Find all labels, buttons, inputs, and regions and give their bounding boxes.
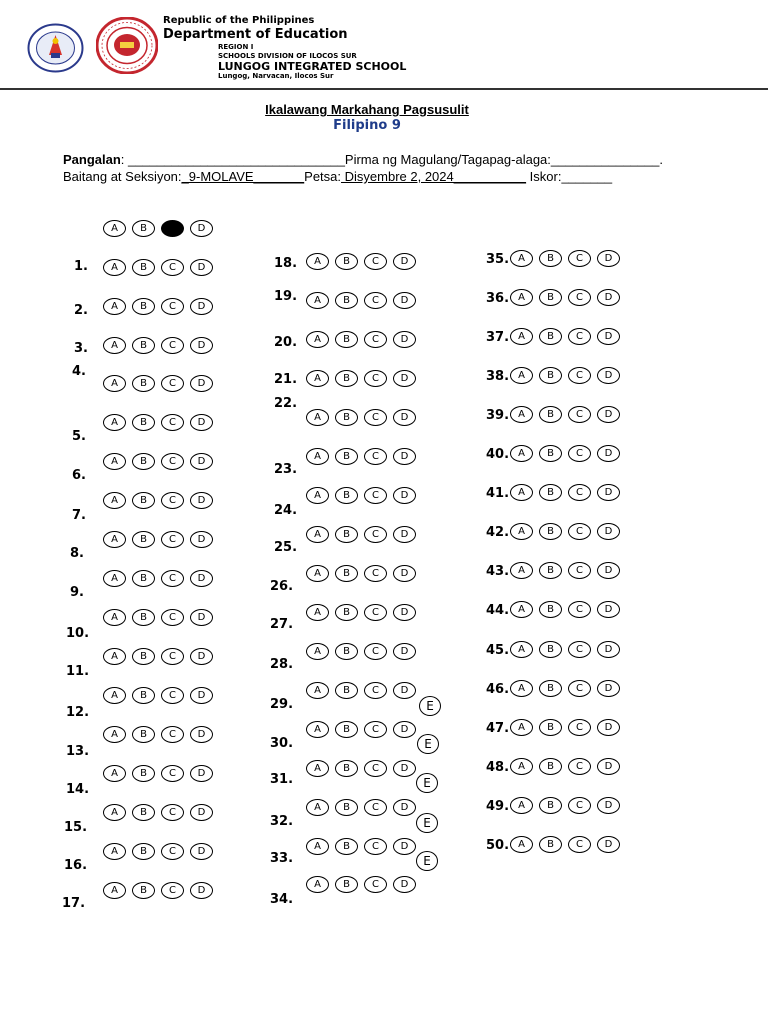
question-15-bubble-b[interactable]: B — [132, 804, 155, 821]
question-34-bubble-c[interactable]: C — [364, 876, 387, 893]
question-10-number: 10. — [66, 626, 90, 641]
question-13-bubble-b[interactable]: B — [132, 726, 155, 743]
question-26-bubble-a[interactable]: A — [306, 565, 329, 582]
question-28-bubble-d[interactable]: D — [393, 643, 416, 660]
question-4-bubble-a[interactable]: A — [103, 375, 126, 392]
question-10-bubble-a[interactable]: A — [103, 609, 126, 626]
question-17-bubble-c[interactable]: C — [161, 882, 184, 899]
question-2-bubble-c[interactable]: C — [161, 298, 184, 315]
question-38-bubble-c[interactable]: C — [568, 367, 591, 384]
question-20-bubble-c[interactable]: C — [364, 331, 387, 348]
question-3-bubble-a[interactable]: A — [103, 337, 126, 354]
question-11-bubble-d[interactable]: D — [190, 648, 213, 665]
question-22-number: 22. — [274, 396, 298, 411]
question-13-bubble-a[interactable]: A — [103, 726, 126, 743]
question-31-bubble-d[interactable]: D — [393, 760, 416, 777]
question-16-bubble-b[interactable]: B — [132, 843, 155, 860]
question-29-bubble-d[interactable]: D — [393, 682, 416, 699]
question-27-number: 27. — [270, 617, 294, 632]
question-34-bubble-d[interactable]: D — [393, 876, 416, 893]
question-25-bubble-a[interactable]: A — [306, 526, 329, 543]
question-15-bubble-d[interactable]: D — [190, 804, 213, 821]
question-30-bubble-d[interactable]: D — [393, 721, 416, 738]
question-10-bubble-d[interactable]: D — [190, 609, 213, 626]
question-28-bubble-c[interactable]: C — [364, 643, 387, 660]
question-29-bubble-b[interactable]: B — [335, 682, 358, 699]
question-29-bubble-e[interactable]: E — [419, 696, 441, 716]
question-12-number: 12. — [66, 705, 90, 720]
question-32-bubble-c[interactable]: C — [364, 799, 387, 816]
question-44-bubble-c[interactable]: C — [568, 601, 591, 618]
question-32-bubble-b[interactable]: B — [335, 799, 358, 816]
question-33-number: 33. — [270, 851, 294, 866]
question-10-bubble-c[interactable]: C — [161, 609, 184, 626]
question-21-number: 21. — [274, 372, 298, 387]
question-7-bubble-a[interactable]: A — [103, 492, 126, 509]
question-9-number: 9. — [70, 585, 84, 600]
question-28-bubble-a[interactable]: A — [306, 643, 329, 660]
question-6-bubble-b[interactable]: B — [132, 453, 155, 470]
question-39-number: 39. — [486, 408, 510, 423]
question-39-bubble-b[interactable]: B — [539, 406, 562, 423]
question-24-bubble-b[interactable]: B — [335, 487, 358, 504]
question-24-bubble-c[interactable]: C — [364, 487, 387, 504]
question-19-bubble-c[interactable]: C — [364, 292, 387, 309]
question-2-number: 2. — [74, 303, 88, 318]
question-9-bubble-b[interactable]: B — [132, 570, 155, 587]
question-20-bubble-b[interactable]: B — [335, 331, 358, 348]
question-6-bubble-c[interactable]: C — [161, 453, 184, 470]
question-26-number: 26. — [270, 579, 294, 594]
question-35-bubble-a[interactable]: A — [510, 250, 533, 267]
question-49-bubble-b[interactable]: B — [539, 797, 562, 814]
question-44-number: 44. — [486, 603, 510, 618]
question-39-bubble-d[interactable]: D — [597, 406, 620, 423]
question-32-bubble-e[interactable]: E — [416, 813, 438, 833]
question-23-bubble-b[interactable]: B — [335, 448, 358, 465]
question-29-bubble-c[interactable]: C — [364, 682, 387, 699]
question-37-bubble-a[interactable]: A — [510, 328, 533, 345]
question-5-bubble-c[interactable]: C — [161, 414, 184, 431]
question-17-bubble-a[interactable]: A — [103, 882, 126, 899]
question-10-bubble-b[interactable]: B — [132, 609, 155, 626]
question-8-bubble-a[interactable]: A — [103, 531, 126, 548]
question-47-bubble-c[interactable]: C — [568, 719, 591, 736]
question-33-bubble-a[interactable]: A — [306, 838, 329, 855]
question-29-number: 29. — [270, 697, 294, 712]
question-23-number: 23. — [274, 462, 298, 477]
question-12-bubble-a[interactable]: A — [103, 687, 126, 704]
question-3-bubble-d[interactable]: D — [190, 337, 213, 354]
question-28-number: 28. — [270, 657, 294, 672]
date-label: Petsa: — [304, 169, 342, 184]
question-7-bubble-b[interactable]: B — [132, 492, 155, 509]
score-label: Iskor: — [526, 169, 562, 184]
question-35-bubble-c[interactable]: C — [568, 250, 591, 267]
question-46-bubble-b[interactable]: B — [539, 680, 562, 697]
question-45-bubble-d[interactable]: D — [597, 641, 620, 658]
question-20-bubble-d[interactable]: D — [393, 331, 416, 348]
question-26-bubble-d[interactable]: D — [393, 565, 416, 582]
question-36-bubble-c[interactable]: C — [568, 289, 591, 306]
question-9-bubble-c[interactable]: C — [161, 570, 184, 587]
sample-row-bubble-a[interactable]: A — [103, 220, 126, 237]
question-5-number: 5. — [72, 429, 86, 444]
question-5-bubble-b[interactable]: B — [132, 414, 155, 431]
question-29-bubble-a[interactable]: A — [306, 682, 329, 699]
question-18-bubble-d[interactable]: D — [393, 253, 416, 270]
question-32-bubble-d[interactable]: D — [393, 799, 416, 816]
question-18-bubble-a[interactable]: A — [306, 253, 329, 270]
question-30-bubble-c[interactable]: C — [364, 721, 387, 738]
question-41-bubble-a[interactable]: A — [510, 484, 533, 501]
question-14-bubble-a[interactable]: A — [103, 765, 126, 782]
grade-value[interactable]: _9-MOLAVE_______ — [181, 169, 305, 184]
question-25-bubble-c[interactable]: C — [364, 526, 387, 543]
question-5-bubble-a[interactable]: A — [103, 414, 126, 431]
question-32-bubble-a[interactable]: A — [306, 799, 329, 816]
header-address: Lungog, Narvacan, Ilocos Sur — [218, 72, 334, 80]
question-1-bubble-b[interactable]: B — [132, 259, 155, 276]
question-7-bubble-d[interactable]: D — [190, 492, 213, 509]
question-46-bubble-d[interactable]: D — [597, 680, 620, 697]
question-35-number: 35. — [486, 252, 510, 267]
question-19-bubble-b[interactable]: B — [335, 292, 358, 309]
question-31-bubble-b[interactable]: B — [335, 760, 358, 777]
question-19-bubble-d[interactable]: D — [393, 292, 416, 309]
question-33-bubble-d[interactable]: D — [393, 838, 416, 855]
question-38-bubble-a[interactable]: A — [510, 367, 533, 384]
parent-signature-label: Pirma ng Magulang/Tagapag-alaga: — [344, 152, 551, 167]
question-34-bubble-a[interactable]: A — [306, 876, 329, 893]
question-45-number: 45. — [486, 643, 510, 658]
question-24-bubble-a[interactable]: A — [306, 487, 329, 504]
question-32-number: 32. — [270, 814, 294, 829]
question-46-bubble-c[interactable]: C — [568, 680, 591, 697]
question-48-bubble-a[interactable]: A — [510, 758, 533, 775]
question-21-bubble-c[interactable]: C — [364, 370, 387, 387]
question-8-bubble-c[interactable]: C — [161, 531, 184, 548]
question-1-bubble-d[interactable]: D — [190, 259, 213, 276]
question-50-bubble-a[interactable]: A — [510, 836, 533, 853]
question-7-number: 7. — [72, 508, 86, 523]
question-8-number: 8. — [70, 546, 84, 561]
question-48-bubble-d[interactable]: D — [597, 758, 620, 775]
question-34-bubble-b[interactable]: B — [335, 876, 358, 893]
question-50-number: 50. — [486, 838, 510, 853]
question-19-bubble-a[interactable]: A — [306, 292, 329, 309]
question-13-bubble-d[interactable]: D — [190, 726, 213, 743]
question-13-bubble-c[interactable]: C — [161, 726, 184, 743]
question-23-bubble-c[interactable]: C — [364, 448, 387, 465]
question-46-number: 46. — [486, 682, 510, 697]
question-37-bubble-d[interactable]: D — [597, 328, 620, 345]
question-47-number: 47. — [486, 721, 510, 736]
question-18-bubble-b[interactable]: B — [335, 253, 358, 270]
question-31-bubble-a[interactable]: A — [306, 760, 329, 777]
name-label: Pangalan — [63, 152, 121, 167]
question-22-bubble-b[interactable]: B — [335, 409, 358, 426]
question-38-number: 38. — [486, 369, 510, 384]
date-value[interactable]: Disyembre 2, 2024__________ — [341, 169, 527, 184]
question-7-bubble-c[interactable]: C — [161, 492, 184, 509]
question-38-bubble-d[interactable]: D — [597, 367, 620, 384]
question-15-bubble-a[interactable]: A — [103, 804, 126, 821]
question-40-bubble-a[interactable]: A — [510, 445, 533, 462]
question-3-number: 3. — [74, 341, 88, 356]
question-50-bubble-d[interactable]: D — [597, 836, 620, 853]
question-14-number: 14. — [66, 782, 90, 797]
question-37-bubble-c[interactable]: C — [568, 328, 591, 345]
question-27-bubble-a[interactable]: A — [306, 604, 329, 621]
question-48-bubble-c[interactable]: C — [568, 758, 591, 775]
question-42-bubble-a[interactable]: A — [510, 523, 533, 540]
question-12-bubble-c[interactable]: C — [161, 687, 184, 704]
question-13-number: 13. — [66, 744, 90, 759]
header-division: SCHOOLS DIVISION OF ILOCOS SUR — [218, 52, 357, 60]
question-21-bubble-d[interactable]: D — [393, 370, 416, 387]
header-region: REGION I — [218, 43, 254, 51]
question-40-bubble-c[interactable]: C — [568, 445, 591, 462]
question-12-bubble-d[interactable]: D — [190, 687, 213, 704]
question-24-number: 24. — [274, 503, 298, 518]
header-department: Department of Education — [163, 27, 348, 42]
question-17-bubble-b[interactable]: B — [132, 882, 155, 899]
question-8-bubble-b[interactable]: B — [132, 531, 155, 548]
question-22-bubble-d[interactable]: D — [393, 409, 416, 426]
parent-signature-line[interactable]: _______________. — [550, 152, 663, 167]
question-14-bubble-d[interactable]: D — [190, 765, 213, 782]
question-31-bubble-e[interactable]: E — [416, 773, 438, 793]
question-41-bubble-d[interactable]: D — [597, 484, 620, 501]
question-44-bubble-b[interactable]: B — [539, 601, 562, 618]
deped-seal-logo — [27, 23, 84, 73]
name-line[interactable]: : ______________________________ — [120, 152, 345, 167]
question-45-bubble-b[interactable]: B — [539, 641, 562, 658]
question-50-bubble-b[interactable]: B — [539, 836, 562, 853]
question-33-bubble-e[interactable]: E — [416, 851, 438, 871]
question-12-bubble-b[interactable]: B — [132, 687, 155, 704]
question-6-bubble-a[interactable]: A — [103, 453, 126, 470]
question-37-bubble-b[interactable]: B — [539, 328, 562, 345]
question-11-bubble-a[interactable]: A — [103, 648, 126, 665]
question-37-number: 37. — [486, 330, 510, 345]
question-42-bubble-d[interactable]: D — [597, 523, 620, 540]
question-16-number: 16. — [64, 858, 88, 873]
question-3-bubble-b[interactable]: B — [132, 337, 155, 354]
question-15-number: 15. — [64, 820, 88, 835]
question-31-number: 31. — [270, 772, 294, 787]
question-16-bubble-c[interactable]: C — [161, 843, 184, 860]
question-4-bubble-d[interactable]: D — [190, 375, 213, 392]
question-23-bubble-a[interactable]: A — [306, 448, 329, 465]
question-1-bubble-a[interactable]: A — [103, 259, 126, 276]
question-49-bubble-c[interactable]: C — [568, 797, 591, 814]
question-44-bubble-a[interactable]: A — [510, 601, 533, 618]
question-1-number: 1. — [74, 259, 88, 274]
question-26-bubble-b[interactable]: B — [335, 565, 358, 582]
question-4-bubble-b[interactable]: B — [132, 375, 155, 392]
question-43-number: 43. — [486, 564, 510, 579]
question-36-number: 36. — [486, 291, 510, 306]
question-41-bubble-b[interactable]: B — [539, 484, 562, 501]
question-11-number: 11. — [66, 664, 90, 679]
question-42-bubble-b[interactable]: B — [539, 523, 562, 540]
grade-row — [63, 169, 612, 184]
question-15-bubble-c[interactable]: C — [161, 804, 184, 821]
question-36-bubble-b[interactable]: B — [539, 289, 562, 306]
question-49-bubble-a[interactable]: A — [510, 797, 533, 814]
question-20-number: 20. — [274, 335, 298, 350]
question-39-bubble-a[interactable]: A — [510, 406, 533, 423]
exam-title: Ikalawang Markahang Pagsusulit — [265, 102, 469, 117]
sample-row-bubble-c[interactable] — [161, 220, 184, 237]
question-41-bubble-c[interactable]: C — [568, 484, 591, 501]
question-18-number: 18. — [274, 256, 298, 271]
question-19-number: 19. — [274, 289, 298, 304]
question-5-bubble-d[interactable]: D — [190, 414, 213, 431]
question-17-bubble-d[interactable]: D — [190, 882, 213, 899]
question-43-bubble-a[interactable]: A — [510, 562, 533, 579]
question-47-bubble-a[interactable]: A — [510, 719, 533, 736]
question-42-bubble-c[interactable]: C — [568, 523, 591, 540]
score-line[interactable]: _______ — [561, 169, 613, 184]
question-39-bubble-c[interactable]: C — [568, 406, 591, 423]
question-49-number: 49. — [486, 799, 510, 814]
question-22-bubble-c[interactable]: C — [364, 409, 387, 426]
name-row — [63, 152, 663, 167]
question-2-bubble-a[interactable]: A — [103, 298, 126, 315]
question-9-bubble-d[interactable]: D — [190, 570, 213, 587]
question-4-number: 4. — [72, 364, 86, 379]
question-48-number: 48. — [486, 760, 510, 775]
question-11-bubble-b[interactable]: B — [132, 648, 155, 665]
question-6-bubble-d[interactable]: D — [190, 453, 213, 470]
question-40-number: 40. — [486, 447, 510, 462]
grade-label: Baitang at Seksiyon: — [63, 169, 182, 184]
question-42-number: 42. — [486, 525, 510, 540]
question-30-bubble-a[interactable]: A — [306, 721, 329, 738]
question-24-bubble-d[interactable]: D — [393, 487, 416, 504]
header-republic: Republic of the Philippines — [163, 15, 315, 26]
question-9-bubble-a[interactable]: A — [103, 570, 126, 587]
question-41-number: 41. — [486, 486, 510, 501]
question-30-number: 30. — [270, 736, 294, 751]
question-36-bubble-a[interactable]: A — [510, 289, 533, 306]
question-20-bubble-a[interactable]: A — [306, 331, 329, 348]
question-47-bubble-d[interactable]: D — [597, 719, 620, 736]
question-50-bubble-c[interactable]: C — [568, 836, 591, 853]
question-11-bubble-c[interactable]: C — [161, 648, 184, 665]
question-27-bubble-c[interactable]: C — [364, 604, 387, 621]
question-27-bubble-b[interactable]: B — [335, 604, 358, 621]
question-40-bubble-d[interactable]: D — [597, 445, 620, 462]
question-16-bubble-a[interactable]: A — [103, 843, 126, 860]
question-28-bubble-b[interactable]: B — [335, 643, 358, 660]
question-27-bubble-d[interactable]: D — [393, 604, 416, 621]
question-3-bubble-c[interactable]: C — [161, 337, 184, 354]
sample-row-bubble-d[interactable]: D — [190, 220, 213, 237]
question-2-bubble-d[interactable]: D — [190, 298, 213, 315]
question-2-bubble-b[interactable]: B — [132, 298, 155, 315]
question-35-bubble-d[interactable]: D — [597, 250, 620, 267]
question-45-bubble-a[interactable]: A — [510, 641, 533, 658]
question-18-bubble-c[interactable]: C — [364, 253, 387, 270]
question-34-number: 34. — [270, 892, 294, 907]
question-36-bubble-d[interactable]: D — [597, 289, 620, 306]
question-30-bubble-e[interactable]: E — [417, 734, 439, 754]
question-44-bubble-d[interactable]: D — [597, 601, 620, 618]
question-6-number: 6. — [72, 468, 86, 483]
question-14-bubble-b[interactable]: B — [132, 765, 155, 782]
question-48-bubble-b[interactable]: B — [539, 758, 562, 775]
question-16-bubble-d[interactable]: D — [190, 843, 213, 860]
question-45-bubble-c[interactable]: C — [568, 641, 591, 658]
question-49-bubble-d[interactable]: D — [597, 797, 620, 814]
question-21-bubble-b[interactable]: B — [335, 370, 358, 387]
question-21-bubble-a[interactable]: A — [306, 370, 329, 387]
question-25-bubble-d[interactable]: D — [393, 526, 416, 543]
question-31-bubble-c[interactable]: C — [364, 760, 387, 777]
question-43-bubble-d[interactable]: D — [597, 562, 620, 579]
exam-subject: Filipino 9 — [333, 118, 401, 133]
header-school: LUNGOG INTEGRATED SCHOOL — [218, 60, 407, 73]
question-17-number: 17. — [62, 896, 86, 911]
question-22-bubble-a[interactable]: A — [306, 409, 329, 426]
question-33-bubble-b[interactable]: B — [335, 838, 358, 855]
question-33-bubble-c[interactable]: C — [364, 838, 387, 855]
question-26-bubble-c[interactable]: C — [364, 565, 387, 582]
sample-row-bubble-b[interactable]: B — [132, 220, 155, 237]
question-40-bubble-b[interactable]: B — [539, 445, 562, 462]
question-4-bubble-c[interactable]: C — [161, 375, 184, 392]
school-seal-logo — [96, 17, 158, 74]
question-38-bubble-b[interactable]: B — [539, 367, 562, 384]
question-30-bubble-b[interactable]: B — [335, 721, 358, 738]
question-43-bubble-b[interactable]: B — [539, 562, 562, 579]
question-43-bubble-c[interactable]: C — [568, 562, 591, 579]
question-8-bubble-d[interactable]: D — [190, 531, 213, 548]
question-25-bubble-b[interactable]: B — [335, 526, 358, 543]
question-25-number: 25. — [274, 540, 298, 555]
question-46-bubble-a[interactable]: A — [510, 680, 533, 697]
question-23-bubble-d[interactable]: D — [393, 448, 416, 465]
question-47-bubble-b[interactable]: B — [539, 719, 562, 736]
question-1-bubble-c[interactable]: C — [161, 259, 184, 276]
question-35-bubble-b[interactable]: B — [539, 250, 562, 267]
header-divider — [0, 88, 768, 90]
question-14-bubble-c[interactable]: C — [161, 765, 184, 782]
